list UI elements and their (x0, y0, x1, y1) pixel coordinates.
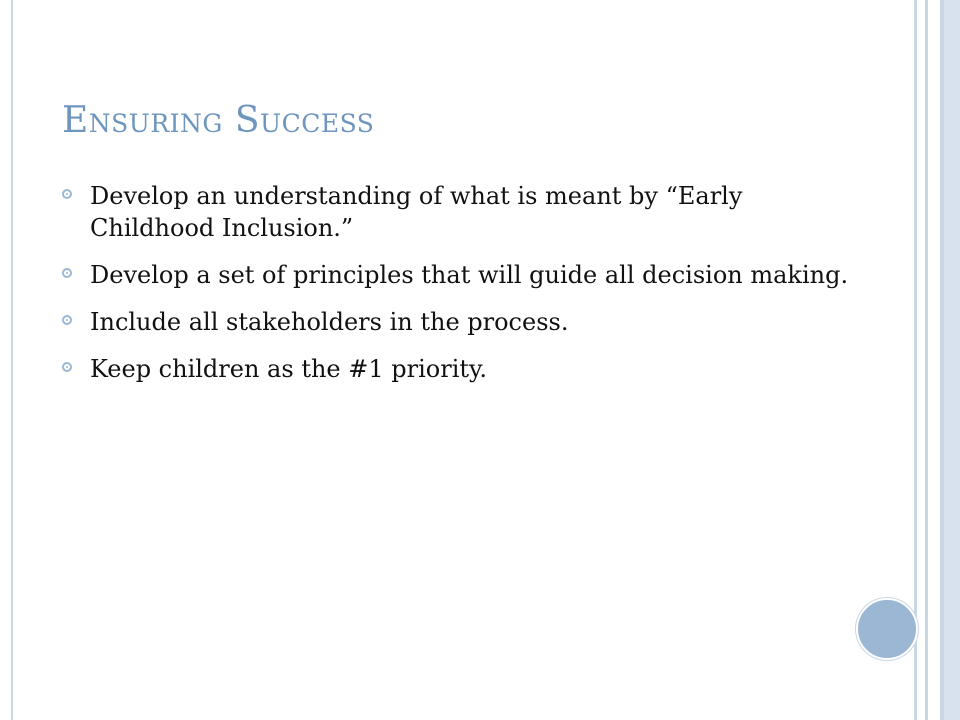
bullet-item (62, 259, 852, 291)
right-stripes-decoration (914, 0, 960, 720)
bullet-item (62, 306, 852, 338)
left-border-decoration (0, 0, 13, 720)
bullet-text: Include all stakeholders in the process. (90, 308, 569, 336)
stripe (928, 0, 940, 720)
bullet-text: Develop an understanding of what is meant by “Early Childhood Inclusion.” (90, 182, 743, 242)
bullet-icon (62, 362, 72, 372)
slide-title: Ensuring Success (62, 100, 375, 141)
bullet-text: Develop a set of principles that will guide all decision making. (90, 261, 849, 289)
bullet-icon (62, 268, 72, 278)
bullet-list (62, 180, 852, 400)
bullet-item (62, 180, 852, 244)
bullet-item (62, 353, 852, 385)
bullet-icon (62, 189, 72, 199)
bullet-icon (62, 315, 72, 325)
bullet-text: Keep children as the #1 priority. (90, 355, 488, 383)
stripe (917, 0, 925, 720)
stripe (944, 0, 960, 720)
blue-circle-decoration (856, 598, 918, 660)
